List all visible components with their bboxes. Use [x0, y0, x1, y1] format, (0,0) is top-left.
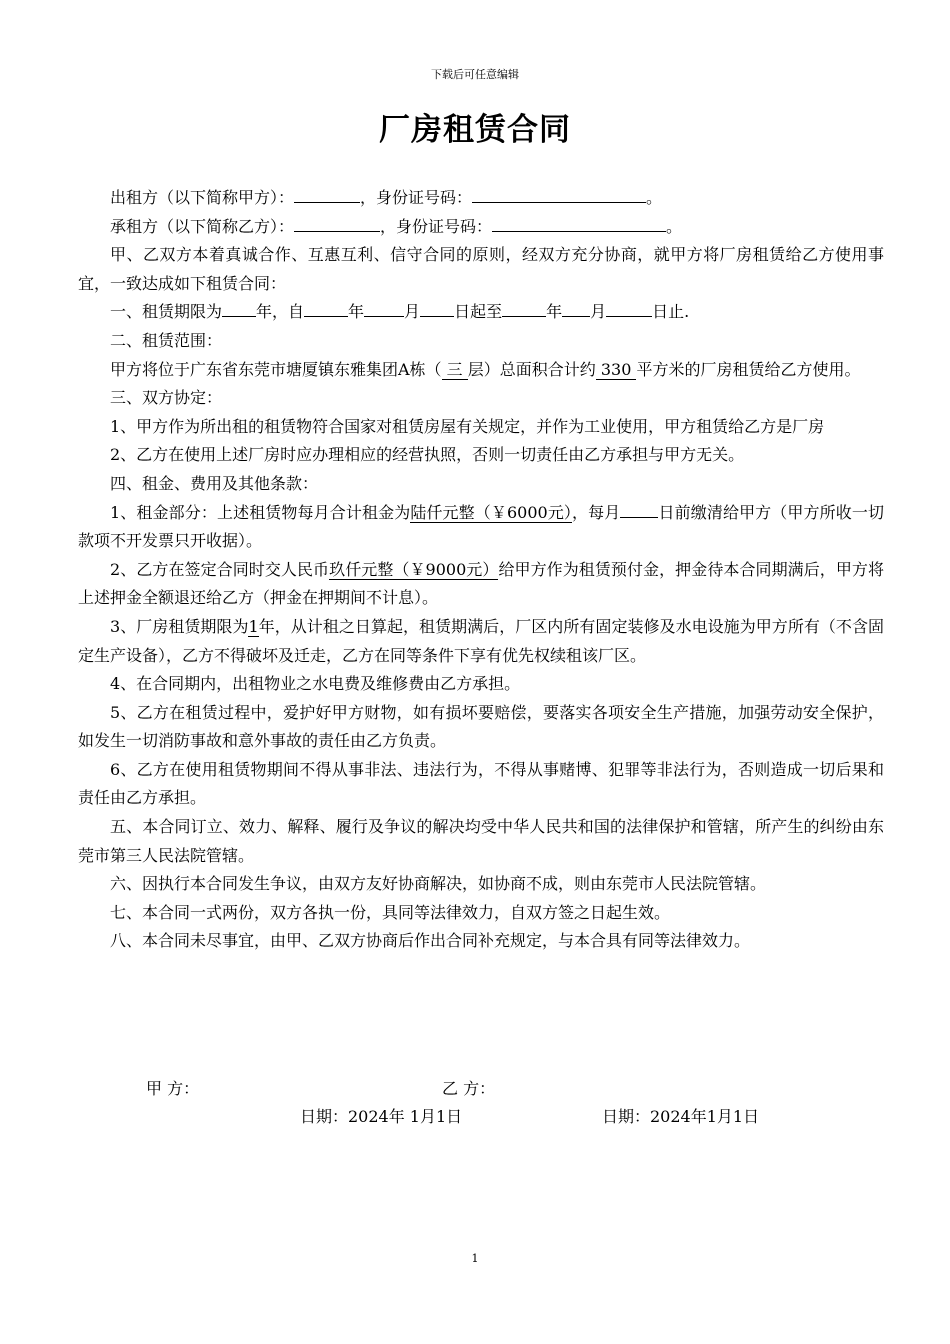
rent-text: 年，从计租之日算起，租赁期满后，厂区内所有固定装修及水电设施为甲方所有（不含固定生产设备），乙方不得破坏及迁走，乙方在同等条件下享有优先权续租该厂区。	[78, 616, 884, 665]
header-note: 下载后可任意编辑	[431, 68, 519, 81]
lessor-end: 。	[646, 188, 663, 207]
lease-years-value: 1	[248, 616, 259, 636]
lessee-name-blank	[294, 231, 380, 232]
scope-text: 甲方将位于广东省东莞市塘厦镇东雅集团A栋（	[110, 359, 442, 379]
lessee-id-blank	[492, 231, 666, 232]
rent-item-1	[78, 499, 884, 556]
rent-text: 日前缴清给甲方（甲方所收一切款项不开发票只开收据）。	[78, 502, 884, 551]
rent-text: 1、租金部分：上述租赁物每月合计租金为	[110, 502, 411, 522]
rent-item-6: 6、乙方在使用租赁物期间不得从事非法、违法行为，不得从事赌博、犯罪等非法行为，否则造成一切后果和责任由乙方承担。	[78, 759, 884, 808]
contract-body	[78, 184, 884, 956]
clause-7: 七、本合同一式两份，双方各执一份，具同等法律效力，自双方签之日起生效。	[110, 902, 671, 922]
clause-6: 六、因执行本合同发生争议，由双方友好协商解决，如协商不成，则由东莞市人民法院管辖。	[110, 874, 767, 894]
end-month-blank	[562, 316, 590, 317]
page-number: 1	[471, 1252, 479, 1265]
start-day-blank	[420, 316, 454, 317]
rent-item-4: 4、在合同期内，出租物业之水电费及维修费由乙方承担。	[110, 674, 521, 694]
term-text: 月	[404, 302, 421, 322]
clause-5: 五、本合同订立、效力、解释、履行及争议的解决均受中华人民共和国的法律保护和管辖，所产生的纠纷由东莞市第三人民法院管辖。	[78, 817, 884, 865]
intro-paragraph: 甲、乙双方本着真诚合作、互惠互利、信守合同的原则，经双方充分协商，就甲方将厂房租赁给乙方使用事宜，一致达成如下租赁合同：	[78, 245, 884, 293]
monthly-rent-value: 陆仟元整（￥6000元）	[410, 502, 573, 522]
rent-heading: 四、租金、费用及其他条款：	[110, 473, 319, 493]
lessor-line	[78, 184, 884, 213]
party-b-date: 日期：2024年1月1日	[602, 1107, 760, 1126]
term-clause	[78, 298, 884, 327]
party-b-signature-label: 乙 方：	[442, 1079, 496, 1098]
payment-day-blank	[620, 517, 658, 518]
scope-heading: 二、租赁范围：	[110, 330, 223, 350]
term-years-blank	[222, 316, 256, 317]
lessor-name-blank	[294, 202, 360, 203]
document-title: 厂房租赁合同	[379, 112, 571, 148]
lessor-id-blank	[472, 202, 646, 203]
scope-text: 层）总面积合计约	[467, 359, 596, 379]
agreement-heading: 三、双方协定：	[110, 388, 223, 408]
lessee-label: 承租方（以下简称乙方）：	[110, 216, 295, 236]
lessor-label: 出租方（以下简称甲方）：	[110, 188, 295, 207]
scope-paragraph	[78, 356, 884, 385]
lessee-line	[78, 213, 884, 242]
floor-value: 三	[441, 359, 468, 379]
rent-item-3	[78, 613, 884, 670]
lessor-id-label: ，身份证号码：	[360, 188, 473, 207]
rent-item-2	[78, 556, 884, 613]
start-month-blank	[364, 316, 404, 317]
term-text: 年	[348, 302, 365, 322]
party-a-signature-label: 甲 方：	[146, 1079, 200, 1098]
term-text: 月	[590, 302, 607, 322]
clause-8: 八、本合同未尽事宜，由甲、乙双方协商后作出合同补充规定，与本合具有同等法律效力。	[110, 931, 751, 951]
area-value: 330	[595, 359, 637, 379]
agreement-item-1: 1、甲方作为所出租的租赁物符合国家对租赁房屋有关规定，并作为工业使用，甲方租赁给乙方是厂房	[110, 416, 825, 436]
lessee-end: 。	[666, 216, 683, 236]
lessee-id-label: ，身份证号码：	[380, 216, 493, 236]
scope-text: 平方米的厂房租赁给乙方使用。	[636, 359, 861, 379]
deposit-value: 玖仟元整（￥9000元）	[329, 559, 499, 579]
term-text: 年	[546, 302, 563, 322]
party-a-date: 日期：2024年 1月1日	[300, 1107, 463, 1126]
end-day-blank	[606, 316, 652, 317]
rent-text: ，每月	[572, 502, 621, 522]
start-year-blank	[304, 316, 348, 317]
term-text: 日起至	[454, 302, 503, 322]
term-text: 日止.	[652, 302, 690, 322]
agreement-item-2: 2、乙方在使用上述厂房时应办理相应的经营执照，否则一切责任由乙方承担与甲方无关。	[110, 445, 745, 465]
rent-text: 2、乙方在签定合同时交人民币	[110, 559, 330, 579]
rent-text: 给甲方作为租赁预付金，押金待本合同期满后，甲方将上述押金全额退还给乙方（押金在押期间不计息）。	[78, 559, 884, 608]
end-year-blank	[502, 316, 546, 317]
term-text: 一、租赁期限为	[110, 302, 223, 322]
rent-item-5: 5、乙方在租赁过程中，爱护好甲方财物，如有损坏要赔偿，要落实各项安全生产措施，加强劳动安全保护，如发生一切消防事故和意外事故的责任由乙方负责。	[78, 702, 884, 751]
term-text: 年，自	[256, 302, 305, 322]
rent-text: 3、厂房租赁期限为	[110, 616, 249, 636]
